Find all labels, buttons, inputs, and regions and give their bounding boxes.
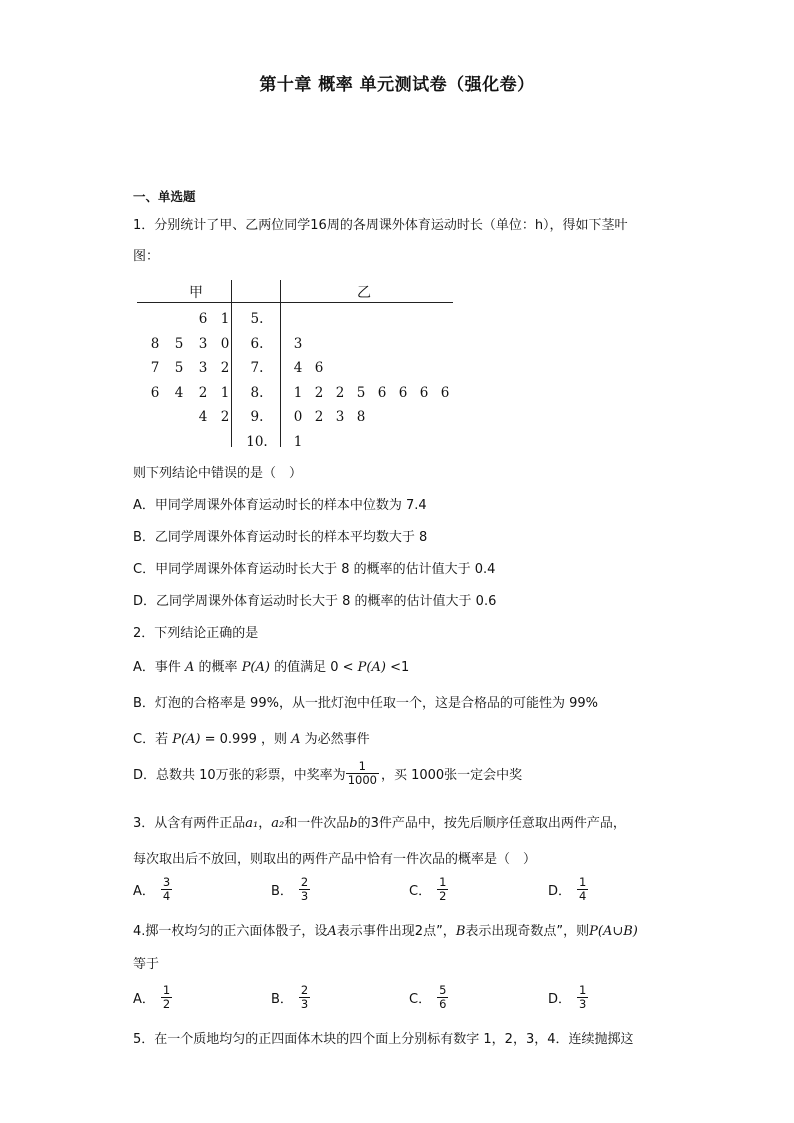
q4-var-a: A (327, 924, 337, 939)
q4a-fraction (161, 984, 172, 1011)
q4a-num: 1 (162, 983, 171, 997)
left-leaf: 1 (220, 384, 230, 401)
q4-stem-line1 (133, 920, 638, 939)
q2a-math1: P(A) (241, 660, 270, 675)
q3c-num: 1 (439, 875, 447, 889)
q2-option-d (133, 760, 522, 787)
right-leaf: 2 (314, 409, 324, 425)
q4-option-a (133, 984, 172, 1011)
stem-value: 5. (250, 311, 264, 327)
q4d-fraction (577, 984, 588, 1011)
header-rule (137, 302, 453, 303)
stem-value: 8. (250, 384, 264, 401)
q4-stem-line2: 等于 (133, 957, 160, 972)
q4c-num: 5 (439, 983, 447, 997)
left-leaf: 3 (198, 335, 208, 352)
q2c-text1: C．若 (133, 732, 173, 747)
right-leaf: 6 (398, 384, 408, 401)
q3c-den: 2 (439, 889, 447, 904)
q2a-text4: <1 (385, 660, 410, 675)
q3-option-c (409, 876, 448, 903)
stem-row (137, 385, 453, 409)
right-leaf: 1 (293, 384, 303, 401)
left-leaf: 0 (220, 335, 230, 352)
q4-var-b: B (455, 924, 466, 939)
right-leaf: 6 (377, 384, 387, 401)
q3b-label: B． (271, 884, 293, 900)
q1-option-b: B．乙同学周课外体育运动时长的样本平均数大于 8 (133, 530, 428, 545)
table-header-right: 乙 (357, 285, 371, 301)
left-leaf: 5 (174, 360, 184, 376)
q4a-den: 2 (162, 997, 171, 1012)
q3-text1: 3．从含有两件正品 (133, 816, 246, 831)
q3-option-d (548, 876, 588, 903)
q3-option-a (133, 876, 172, 903)
q4d-den: 3 (579, 997, 587, 1012)
left-leaf: 6 (150, 384, 160, 401)
q2a-text1: A．事件 (133, 660, 186, 675)
q2a-text2: 的概率 (194, 660, 242, 675)
q4-text2: 表示事件出现2点”， (336, 924, 456, 939)
q3-option-b (271, 876, 310, 903)
q4-expr: P(A∪B) (589, 924, 638, 939)
q2c-var: A (291, 732, 301, 747)
page-title: 第十章 概率 单元测试卷（强化卷） (259, 75, 535, 95)
left-leaf: 2 (198, 384, 208, 401)
right-leaf: 3 (293, 335, 303, 352)
q4c-fraction (437, 984, 448, 1011)
q1-stem-line1: 1．分别统计了甲、乙两位同学16周的各周课外体育运动时长（单位：h），得如下茎叶 (133, 218, 628, 233)
q5-stem-line1: 5．在一个质地均匀的正四面体木块的四个面上分别标有数字 1，2，3，4．连续抛掷这 (133, 1032, 634, 1047)
q3b-den: 3 (300, 889, 309, 904)
left-leaf: 2 (220, 409, 230, 425)
q4d-label: D． (548, 992, 572, 1008)
stem-row (137, 409, 453, 433)
q3d-den: 4 (579, 889, 587, 904)
q3-stem-line2: 每次取出后不放回，则取出的两件产品中恰有一件次品的概率是（ ） (133, 852, 537, 867)
q2-stem: 2．下列结论正确的是 (133, 626, 259, 641)
q3-sep: ， (258, 816, 272, 831)
q3d-fraction (577, 876, 588, 903)
q1-option-a: A．甲同学周课外体育运动时长的样本中位数为 7.4 (133, 498, 427, 513)
q4-text1: 4.掷一枚均匀的正六面体骰子，设 (133, 924, 328, 939)
q4-option-c (409, 984, 448, 1011)
right-leaf: 0 (293, 409, 303, 425)
stem-value: 9. (250, 409, 264, 425)
q4c-label: C． (409, 992, 432, 1008)
q1-option-d: D．乙同学周课外体育运动时长大于 8 的概率的估计值大于 0.6 (133, 594, 497, 609)
q3d-num: 1 (579, 875, 587, 889)
q4-option-b (271, 984, 310, 1011)
q3b-num: 2 (300, 875, 309, 889)
q1-prompt: 则下列结论中错误的是（ ） (133, 466, 303, 481)
q3-var-a2: a₂ (271, 816, 285, 831)
q2c-math: P(A) (172, 732, 201, 747)
q4b-label: B． (271, 992, 293, 1008)
q3-text2: 和一件次品 (284, 816, 350, 831)
q2d-text2: ，买 1000张一定会中奖 (380, 768, 523, 784)
q4b-den: 3 (300, 997, 309, 1012)
right-leaf: 1 (293, 433, 303, 450)
q3a-den: 4 (162, 889, 171, 904)
right-leaf: 6 (314, 360, 324, 376)
right-leaf: 5 (356, 384, 366, 401)
q3a-num: 3 (162, 875, 171, 889)
right-leaf: 8 (356, 409, 366, 425)
q2d-fraction (346, 760, 379, 787)
right-leaf: 3 (335, 409, 345, 425)
q3c-fraction (437, 876, 448, 903)
q3c-label: C． (409, 884, 432, 900)
table-header-left: 甲 (189, 285, 203, 301)
q2a-var: A (185, 660, 195, 675)
q4-options (133, 983, 693, 1012)
stem-row (137, 336, 453, 360)
q3d-label: D． (548, 884, 572, 900)
left-leaf: 4 (198, 409, 208, 425)
q3a-label: A． (133, 884, 155, 900)
q4-text3: 表示出现奇数点”，则 (465, 924, 590, 939)
q4a-label: A． (133, 992, 155, 1008)
stem-row (137, 360, 453, 384)
q3-options (133, 875, 693, 904)
q4b-num: 2 (300, 983, 309, 997)
stem-value: 10. (246, 433, 268, 450)
left-leaf: 2 (220, 360, 230, 376)
right-leaf: 2 (314, 384, 324, 401)
q3-var-a1: a₁ (245, 816, 259, 831)
right-leaf: 6 (440, 384, 450, 401)
q3-text3: 的3件产品中，按先后顺序任意取出两件产品， (357, 816, 626, 831)
q3-stem-line1 (133, 812, 626, 831)
stem-row (137, 311, 453, 335)
right-leaf: 2 (335, 384, 345, 401)
left-leaf: 4 (174, 384, 184, 401)
q2-option-b: B．灯泡的合格率是 99%，从一批灯泡中任取一个，这是合格品的可能性为 99% (133, 696, 598, 711)
q4-option-d (548, 984, 588, 1011)
right-leaf: 6 (419, 384, 429, 401)
left-leaf: 1 (220, 311, 230, 327)
q2-option-c (133, 728, 370, 747)
q3a-fraction (161, 876, 172, 903)
stem-leaf-plot (137, 280, 453, 450)
q2d-text1: D．总数共 10万张的彩票，中奖率为 (133, 768, 346, 784)
left-leaf: 7 (150, 360, 160, 376)
q3-var-b: b (349, 816, 358, 831)
left-leaf: 8 (150, 335, 160, 352)
q3b-fraction (299, 876, 310, 903)
left-leaf: 3 (198, 360, 208, 376)
stem-value: 7. (250, 360, 264, 376)
q4c-den: 6 (439, 997, 447, 1012)
right-leaf: 4 (293, 360, 303, 376)
q2d-denominator: 1000 (347, 773, 377, 788)
q4b-fraction (299, 984, 310, 1011)
left-leaf: 6 (198, 311, 208, 327)
q2c-text3: 为必然事件 (300, 732, 370, 747)
q2a-math2: P(A) (357, 660, 386, 675)
q1-stem-line2: 图： (133, 249, 160, 264)
stem-value: 6. (250, 335, 264, 352)
q2d-numerator: 1 (358, 759, 366, 773)
q1-option-c: C．甲同学周课外体育运动时长大于 8 的概率的估计值大于 0.4 (133, 562, 496, 577)
q2-option-a (133, 656, 409, 675)
left-leaf: 5 (174, 335, 184, 352)
q2c-text2: = 0.999 ，则 (200, 732, 292, 747)
q2a-text3: 的值满足 0 < (269, 660, 358, 675)
q4d-num: 1 (579, 983, 587, 997)
stem-row (137, 434, 453, 458)
section-heading: 一、单选题 (133, 189, 196, 204)
